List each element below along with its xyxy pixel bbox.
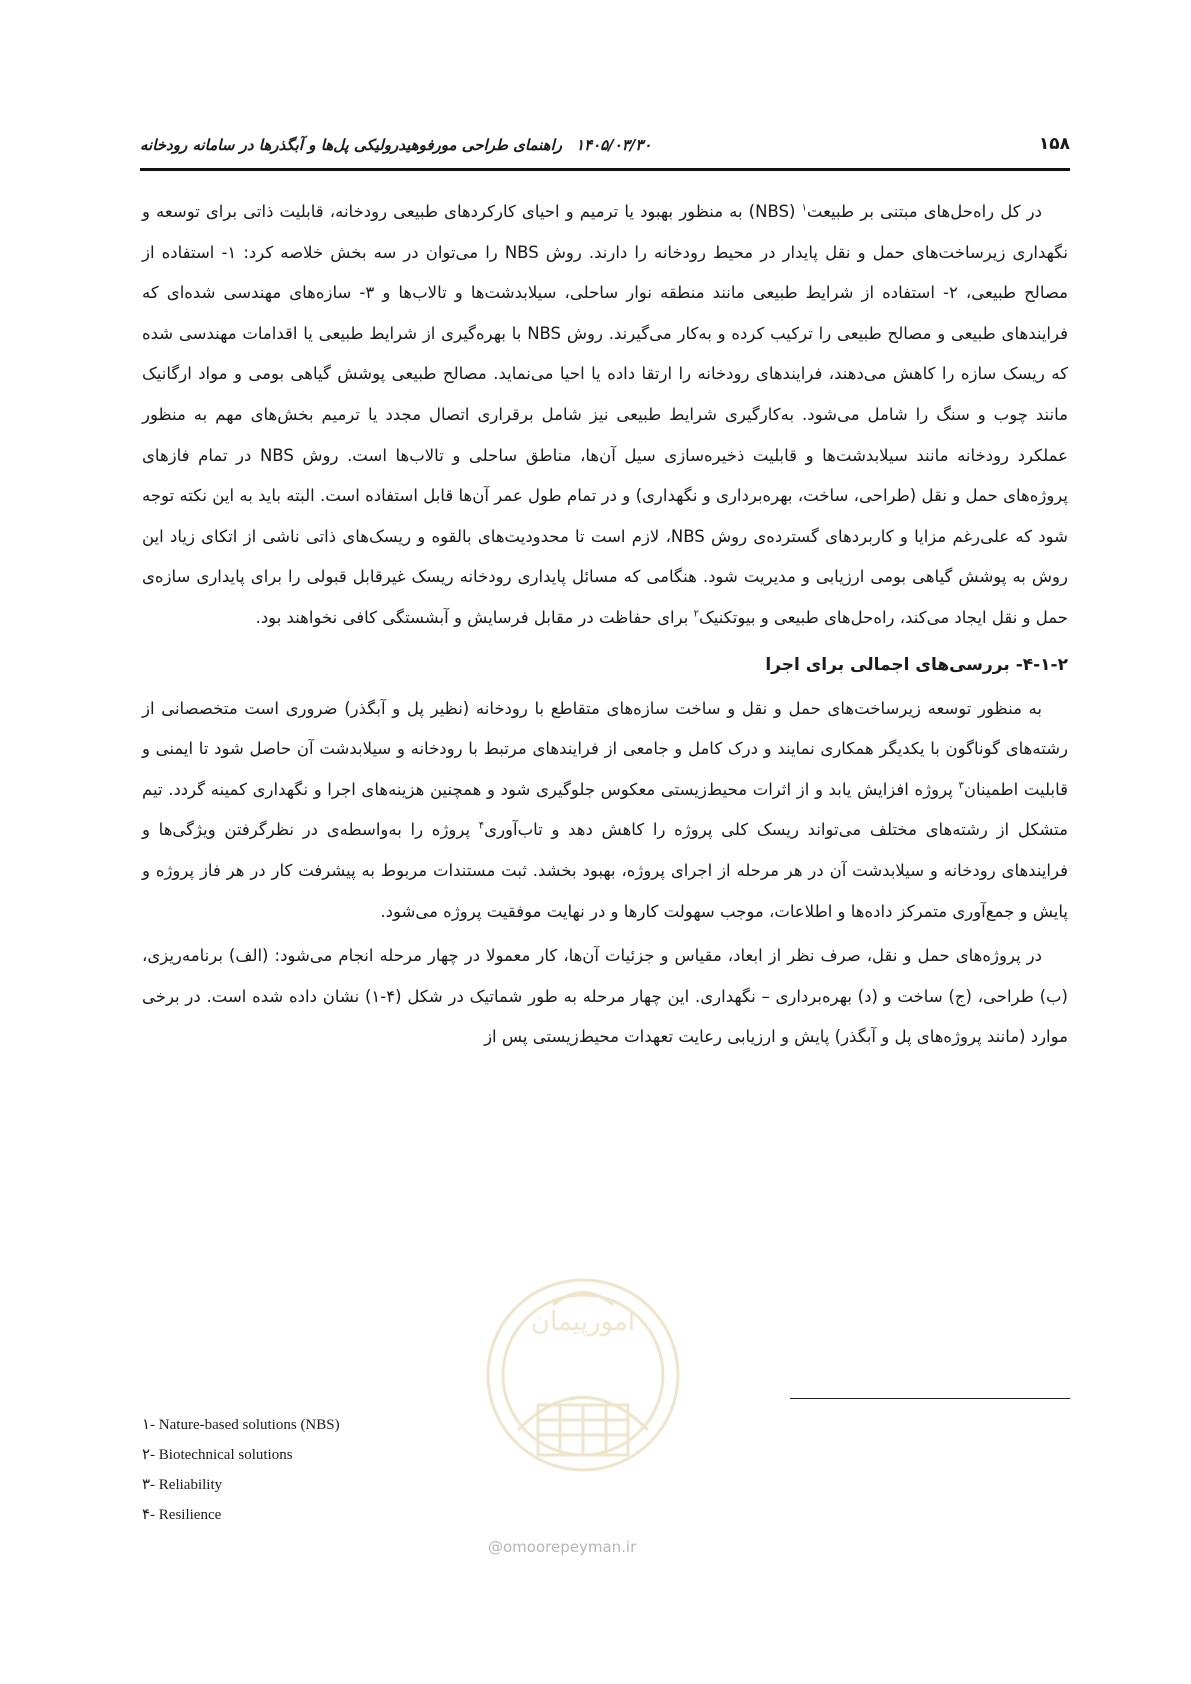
footnote-1: ۱- Nature-based solutions (NBS) xyxy=(142,1417,340,1433)
watermark-logo-icon xyxy=(478,1225,688,1565)
running-title xyxy=(140,136,651,154)
paragraph-project-phases: در پروژه‌های حمل و نقل، صرف نظر از ابعاد، مقیاس و جزئیات آن‌ها، کار معمولا در چهار مرحله انجام می‌شود: (الف) برنامه‌ریزی، (ب) طراحی، (ج) ساخت و (د) بهره‌برداری – نگهداری. این چهار مرحله به طور شماتیک در شکل (۴-۱) نشان داده شده است. در برخی موارد (مانند پروژه‌های پل و آبگذر) پایش و ارزیابی رعایت تعهدات محیط‌زیستی پس از xyxy=(142,946,1068,1047)
watermark-text: @omoorepeyman.ir xyxy=(488,1538,637,1556)
footnote-2: ۲- Biotechnical solutions xyxy=(142,1447,293,1463)
paragraph-implementation: به منظور توسعه زیرساخت‌های حمل و نقل و ساخت سازه‌های متقاطع با رودخانه (نظیر پل و آبگذر) ضروری است متخصصانی از رشته‌های گوناگون با یکدیگر همکاری نمایند و درک کامل و جامعی از فرایندهای مرتبط با رودخانه و سیلابدشت آن حاصل شود تا ایمنی و قابلیت اطمینان$^۳$ پروژه افزایش یابد و از اثرات محیط‌زیستی معکوس جلوگیری شود و همچنین هزینه‌های اجرا و نگهداری کمینه گردد. تیم متشکل از رشته‌های مختلف می‌تواند ریسک کلی پروژه را کاهش دهد و تاب‌آوری$^۴$ پروژه را به‌واسطه‌ی در نظرگرفتن ویژگی‌ها و فرایندهای رودخانه و سیلابدشت آن در هر مرحله از اجرای پروژه، بهبود بخشد. ثبت مستندات مربوط به پیشرفت کار در هر فاز پروژه و پایش و جمع‌آوری متمرکز داده‌ها و اطلاعات، موجب سهولت کارها و در نهایت موفقیت پروژه می‌شود. xyxy=(142,698,1068,921)
header-title: راهنمای طراحی مورفوهیدرولیکی پل‌ها و آبگذرها در سامانه رودخانه xyxy=(140,136,562,154)
header-date: ۱۴۰۵/۰۳/۳۰ xyxy=(576,136,652,154)
section-heading: ۴-۱-۲- بررسی‌های اجمالی برای اجرا xyxy=(765,654,1068,675)
footnote-ref-2[interactable]: ۲ xyxy=(693,608,699,620)
footnote-ref-1[interactable]: ۱ xyxy=(801,202,807,214)
paragraph-nbs-intro: در کل راه‌حل‌های مبتنی بر طبیعت$^۱$ (NBS) به منظور بهبود یا ترمیم و احیای کارکردهای طبیعی رودخانه، قابلیت ذاتی برای توسعه و نگهداری زیرساخت‌های حمل و نقل پایدار در محیط رودخانه را دارند. روش NBS را می‌توان در سه بخش خلاصه کرد: ۱- استفاده از مصالح طبیعی، ۲- استفاده از شرایط طبیعی مانند منطقه نوار ساحلی، سیلابدشت‌ها و تالاب‌ها و ۳- سازه‌های مهندسی شده‌ای که فرایندهای طبیعی و مصالح طبیعی را ترکیب کرده و به‌کار می‌گیرند. روش NBS با بهره‌گیری از شرایط طبیعی یا اقدامات مهندسی شده که ریسک سازه را کاهش می‌دهند، فرایندهای رودخانه را ارتقا داده یا احیا می‌نماید. مصالح طبیعی پوشش گیاهی بومی و مواد ارگانیک مانند چوب و سنگ را شامل می‌شود. به‌کارگیری شرایط طبیعی نیز شامل برقراری اتصال مجدد یا ترمیم بخش‌های مهم به منظور عملکرد رودخانه مانند سیلابدشت‌ها و قابلیت ذخیره‌سازی سیل آن‌ها، مناطق ساحلی و تالاب‌ها است. روش NBS در تمام فازهای پروژه‌های حمل و نقل (طراحی، ساخت، بهره‌برداری و نگهداری) و در تمام طول عمر آن‌ها قابل استفاده است. البته باید به این نکته توجه شود که علی‌رغم مزایا و کاربردهای گسترده‌ی روش NBS، لازم است تا محدودیت‌های بالقوه و ریسک‌های ذاتی ناشی از اتکای زیاد این روش به پوشش گیاهی بومی ارزیابی و مدیریت شود. هنگامی که مسائل پایداری رودخانه ریسک غیرقابل قبولی را برای پایداری سازه‌ی حمل و نقل ایجاد می‌کند، راه‌حل‌های طبیعی و بیوتکنیک$^۲$ برای حفاظت در مقابل فرسایش و آبشستگی کافی نخواهند بود. xyxy=(142,202,1069,627)
footnote-divider xyxy=(790,1398,1070,1399)
footnote-ref-4[interactable]: ۴ xyxy=(478,820,485,832)
footnote-3: ۳- Reliability xyxy=(142,1477,223,1493)
footnote-ref-3[interactable]: ۳ xyxy=(958,780,964,792)
footnote-4: ۴- Resilience xyxy=(142,1507,222,1523)
watermark-logo-text: امورپیمان xyxy=(530,1307,636,1337)
body-text xyxy=(142,192,1068,1058)
page-header xyxy=(140,128,1070,171)
page-number: ۱۵۸ xyxy=(1038,134,1070,154)
